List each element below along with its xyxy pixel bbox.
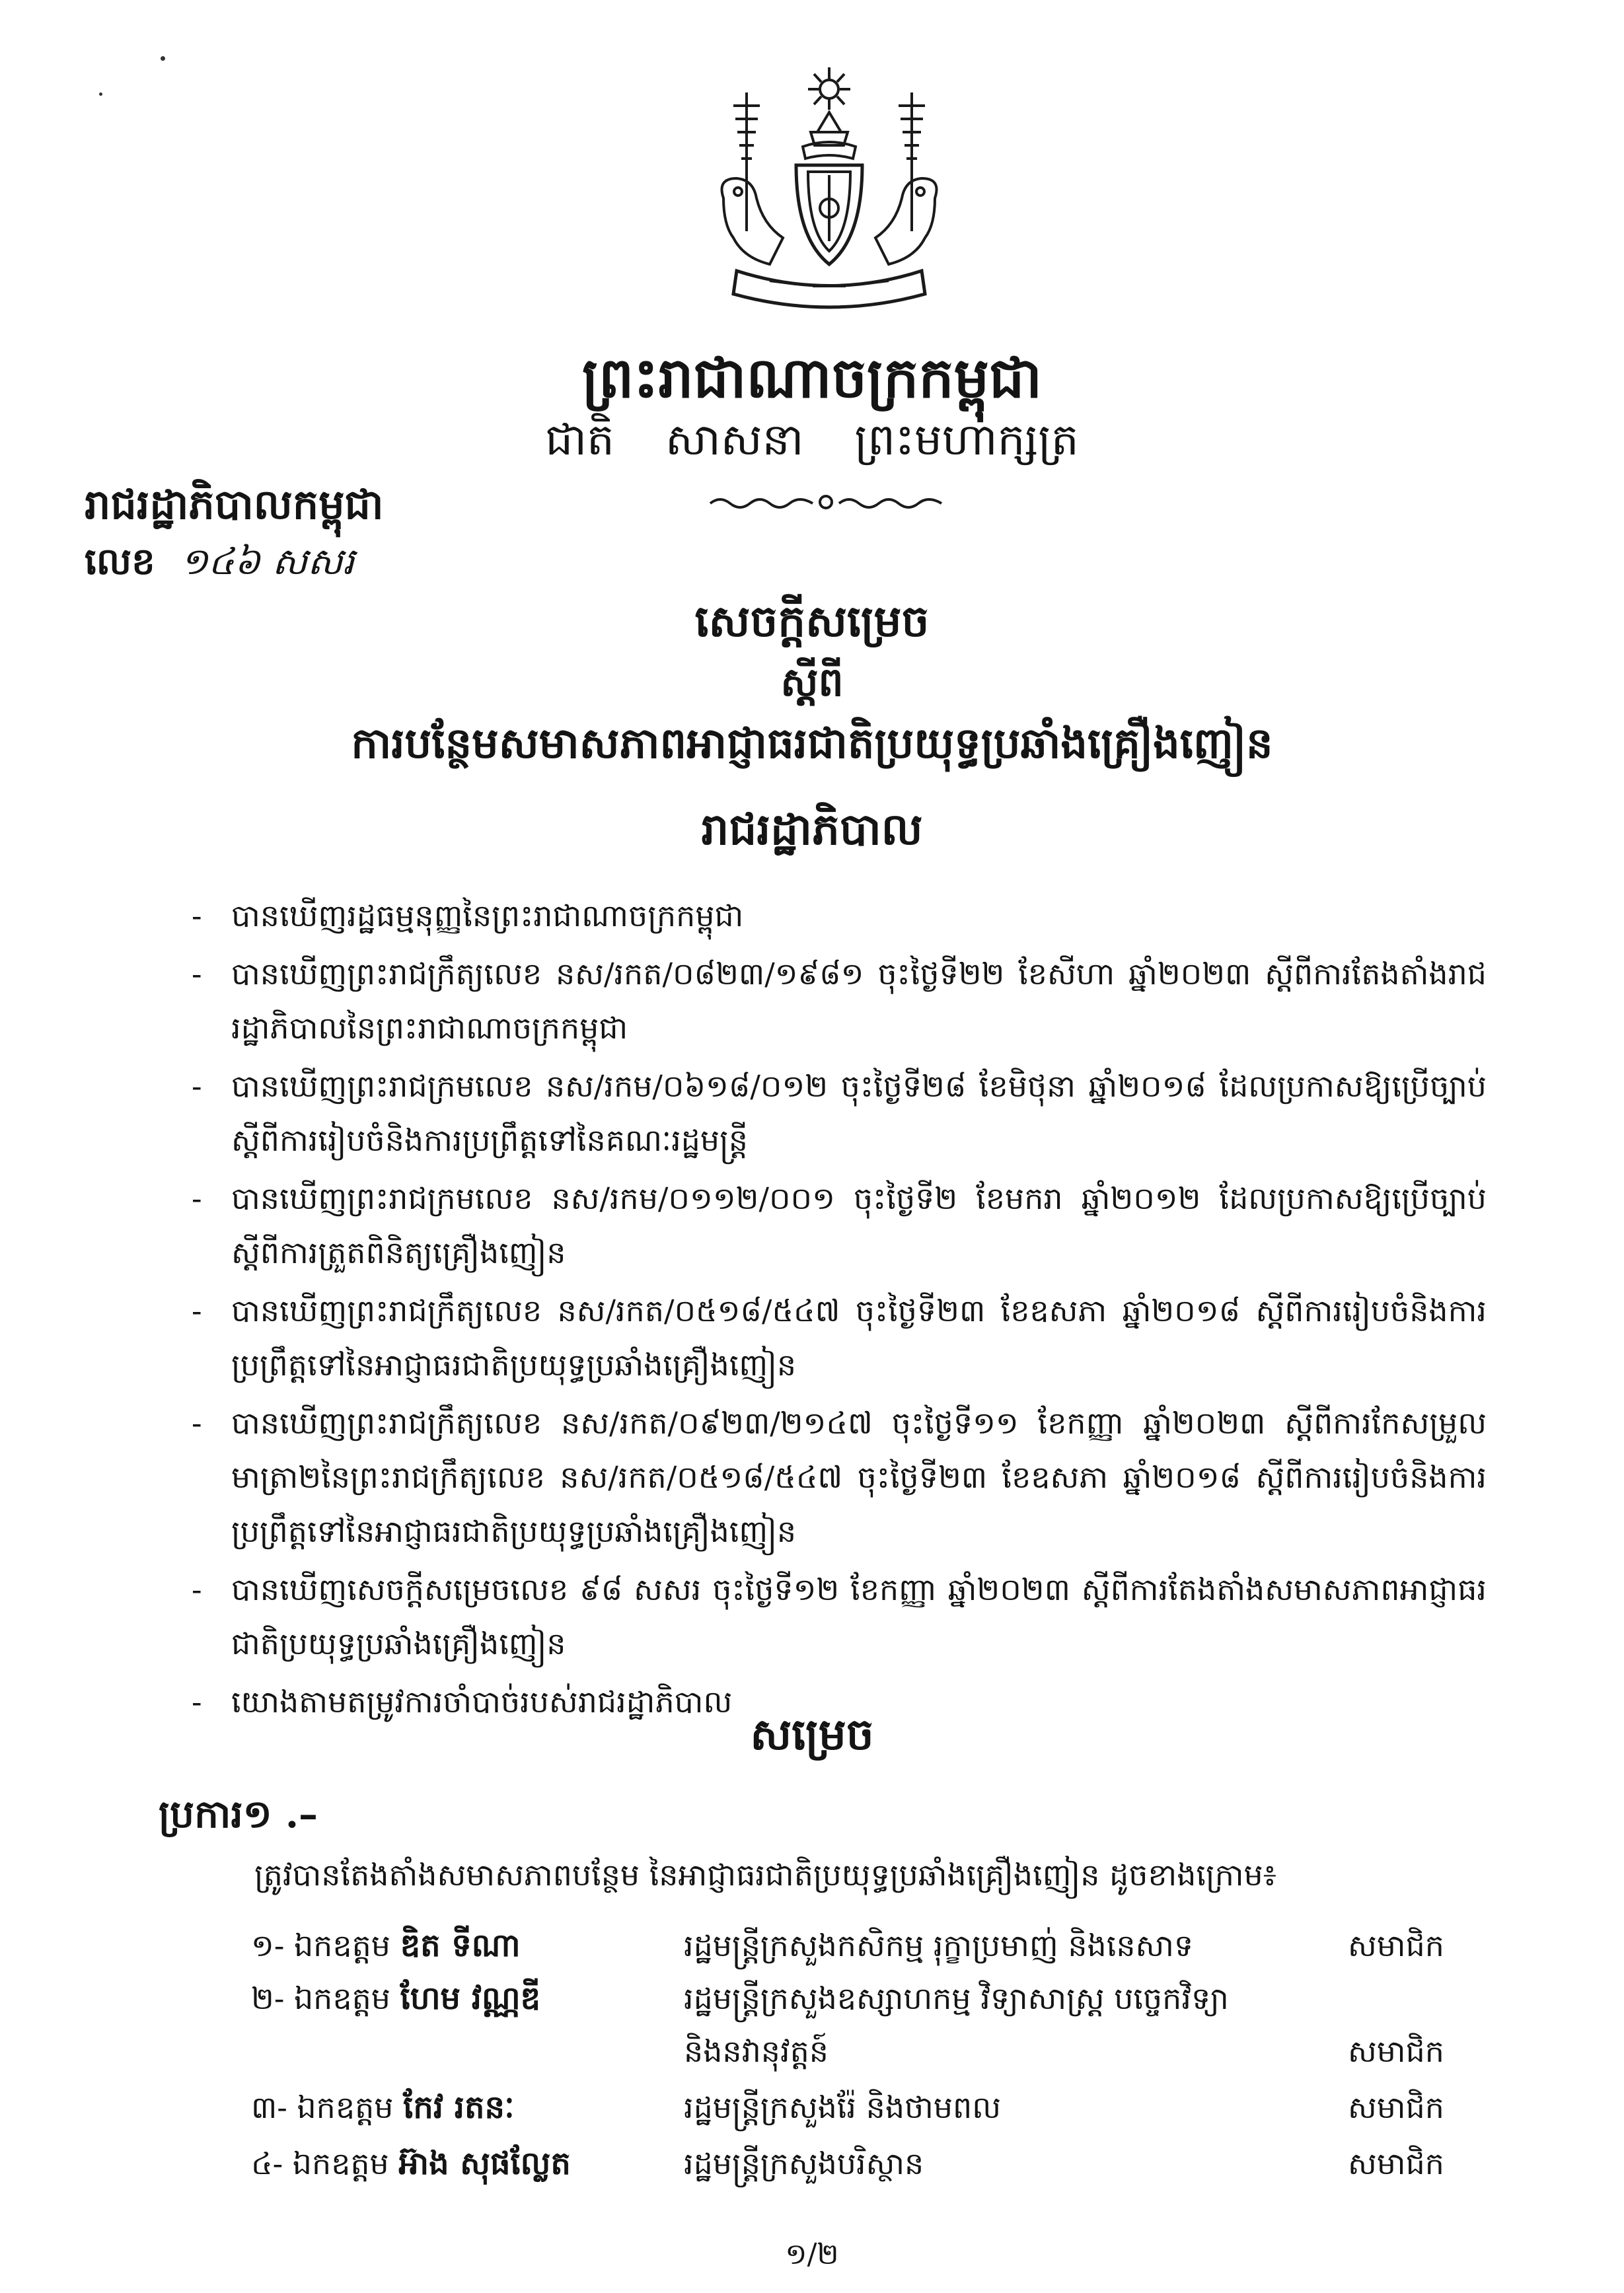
scan-speck: [99, 92, 102, 96]
member-role: រដ្ឋមន្ត្រីក្រសួងឧស្សាហកម្ម វិទ្យាសាស្ត្រ បច្ចេកវិទ្យា: [684, 1981, 1229, 2016]
motto-religion: សាសនា: [665, 414, 804, 465]
recital-item: - យោងតាមតម្រូវការចាំបាច់របស់រាជរដ្ឋាភិបាល: [231, 1675, 1487, 1729]
motto-king: ព្រះមហាក្សត្រ: [854, 414, 1079, 465]
member-title: ឯកឧត្តម: [293, 1928, 390, 1963]
member-index: ២-: [251, 1981, 285, 2016]
member-position: សមាជិក: [1348, 2090, 1444, 2125]
member-role: រដ្ឋមន្ត្រីក្រសួងបរិស្ថាន: [684, 2146, 924, 2181]
issuing-government: រាជរដ្ឋាភិបាលកម្ពុជា: [85, 480, 384, 528]
member-row: [251, 1972, 540, 2025]
member-role: រដ្ឋមន្ត្រីក្រសួងរ៉ែ និងថាមពល: [684, 2090, 1002, 2125]
national-motto: [0, 413, 1624, 476]
member-row: [251, 2081, 515, 2134]
article-1-label: ប្រការ១ .–: [159, 1792, 318, 1837]
member-title: ឯកឧត្តម: [297, 2090, 394, 2125]
recital-item: - បានឃើញព្រះរាជក្រឹត្យលេខ នស/រកត/០៥១៨/៥៤៧ ចុះថ្ងៃទី២៣ ខែឧសភា ឆ្នាំ២០១៨ ស្តីពីការរៀបចំនិងការប្រព្រឹត្តទៅនៃអាជ្ញាធរជាតិប្រយុទ្ធប្រឆាំងគ្រឿងញៀន: [231, 1284, 1487, 1392]
right-parasol-icon: [899, 92, 925, 231]
article-1-intro: ត្រូវបានតែងតាំងសមាសភាពបន្ថែម នៃអាជ្ញាធរជាតិប្រយុទ្ធប្រឆាំងគ្រឿងញៀន ដូចខាងក្រោម៖: [254, 1857, 1276, 1893]
recital-item: - បានឃើញព្រះរាជក្រឹត្យលេខ នស/រកត/០៩២៣/២១៤៧ ចុះថ្ងៃទី១១ ខែកញ្ញា ឆ្នាំ២០២៣ ស្តីពីការកែសម្រួលមាត្រា២នៃព្រះរាជក្រឹត្យលេខ នស/រកត/០៥១៨/៥៤៧ ចុះថ្ងៃទី២៣ ខែឧសភា ឆ្នាំ២០១៨ ស្តីពីការរៀបចំនិងការប្រព្រឹត្តទៅនៃអាជ្ញាធរជាតិប្រយុទ្ធប្រឆាំងគ្រឿងញៀន: [231, 1396, 1487, 1558]
member-name: ហែម វណ្ណឌី: [400, 1980, 541, 2017]
member-position: សមាជិក: [1348, 2146, 1444, 2181]
left-parasol-icon: [733, 92, 760, 231]
decision-heading: សម្រេច: [750, 1708, 874, 1760]
member-row: [251, 1919, 521, 1972]
member-role-continued: និងនវានុវត្តន៍: [684, 2033, 829, 2069]
radiant-sun-icon: [808, 67, 850, 110]
reference-number: [85, 538, 354, 593]
recital-item: - បានឃើញរដ្ឋធម្មនុញ្ញនៃព្រះរាជាណាចក្រកម្ពុជា: [231, 889, 1487, 943]
member-title: ឯកឧត្តម: [293, 1981, 390, 2016]
right-elephant-lion-icon: [875, 178, 937, 264]
decision-title: សេចក្តីសម្រេច: [694, 595, 930, 647]
recital-item: - បានឃើញព្រះរាជក្រមលេខ នស/រកម/០១១២/០០១ ចុះថ្ងៃទី២ ខែមករា ឆ្នាំ២០១២ ដែលប្រកាសឱ្យប្រើច្បាប់ស្តីពីការត្រួតពិនិត្យគ្រឿងញៀន: [231, 1171, 1487, 1280]
kingdom-heading: ព្រះរាជាណាចក្រកម្ពុជា: [581, 345, 1043, 410]
member-position: សមាជិក: [1348, 1928, 1444, 1963]
decorative-ornament: [707, 489, 945, 515]
recitals-list: [231, 889, 1487, 1733]
member-title: ឯកឧត្តម: [292, 2146, 389, 2181]
member-position: សមាជិក: [1348, 2033, 1444, 2069]
member-name: កែវ រតនៈ: [403, 2089, 515, 2126]
reference-label: លេខ: [85, 540, 155, 583]
scan-speck: [161, 56, 165, 61]
page-number: ១/២: [785, 2238, 839, 2271]
authority-heading: រាជរដ្ឋាភិបាល: [701, 803, 923, 855]
motto-nation: ជាតិ: [545, 414, 614, 465]
recital-item: - បានឃើញព្រះរាជក្រមលេខ នស/រកម/០៦១៨/០១២ ចុះថ្ងៃទី២៨ ខែមិថុនា ឆ្នាំ២០១៨ ដែលប្រកាសឱ្យប្រើច្បាប់ស្តីពីការរៀបចំនិងការប្រព្រឹត្តទៅនៃគណៈរដ្ឋមន្ត្រី: [231, 1059, 1487, 1167]
left-lion-icon: [722, 178, 784, 264]
member-name: អ៊ាង សុផល្លែត: [398, 2145, 571, 2182]
member-role: រដ្ឋមន្ត្រីក្រសួងកសិកម្ម រុក្ខាប្រមាញ់ និងនេសាទ: [684, 1928, 1194, 1963]
reference-value: ១៤៦ សសរ: [180, 540, 355, 583]
member-index: ៤-: [251, 2146, 283, 2181]
royal-coat-of-arms-emblem: [697, 66, 961, 324]
decision-subject: ការបន្ថែមសមាសភាពអាជ្ញាធរជាតិប្រយុទ្ធប្រឆាំងគ្រឿងញៀន: [351, 719, 1273, 768]
member-row: [251, 2137, 571, 2190]
member-index: ៣-: [251, 2090, 287, 2125]
recital-item: - បានឃើញព្រះរាជក្រឹត្យលេខ នស/រកត/០៨២៣/១៩៨១ ចុះថ្ងៃទី២២ ខែសីហា ឆ្នាំ២០២៣ ស្តីពីការតែងតាំងរាជរដ្ឋាភិបាលនៃព្រះរាជាណាចក្រកម្ពុជា: [231, 947, 1487, 1055]
member-name: ឌិត ទីណា: [400, 1927, 521, 1964]
member-index: ១-: [251, 1928, 285, 1963]
title-on: ស្តីពី: [780, 659, 844, 706]
recital-item: - បានឃើញសេចក្តីសម្រេចលេខ ៩៨ សសរ ចុះថ្ងៃទី១២ ខែកញ្ញា ឆ្នាំ២០២៣ ស្តីពីការតែងតាំងសមាសភាពអាជ្ញាធរជាតិប្រយុទ្ធប្រឆាំងគ្រឿងញៀន: [231, 1562, 1487, 1671]
